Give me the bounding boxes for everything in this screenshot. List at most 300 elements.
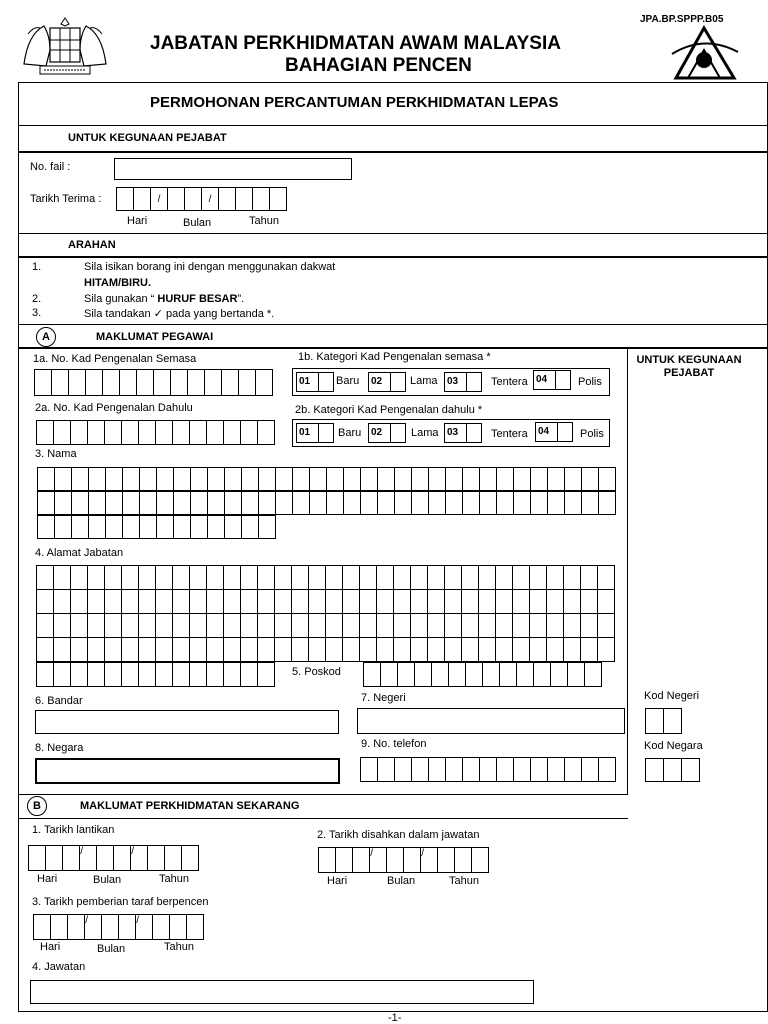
char-cell[interactable] xyxy=(478,637,496,662)
char-cell[interactable] xyxy=(28,845,46,871)
char-cell[interactable] xyxy=(343,467,361,491)
category-checkbox-polis[interactable] xyxy=(533,370,571,390)
char-cell[interactable] xyxy=(411,757,429,782)
char-cell[interactable] xyxy=(121,662,139,687)
char-cell[interactable] xyxy=(70,589,88,614)
char-cell[interactable] xyxy=(224,491,242,515)
char-cell[interactable] xyxy=(581,757,599,782)
char-cell[interactable] xyxy=(326,491,344,515)
category-checkbox-baru[interactable] xyxy=(296,372,334,392)
char-cell[interactable] xyxy=(376,589,394,614)
char-cell[interactable] xyxy=(258,515,276,539)
char-cell[interactable] xyxy=(513,467,531,491)
char-cell[interactable] xyxy=(51,369,69,396)
char-cell[interactable] xyxy=(291,589,309,614)
char-cell[interactable] xyxy=(36,565,54,590)
char-cell[interactable] xyxy=(512,589,530,614)
char-cell[interactable] xyxy=(121,420,139,445)
char-cell[interactable] xyxy=(342,613,360,638)
char-cell[interactable] xyxy=(70,662,88,687)
char-cell[interactable] xyxy=(478,589,496,614)
name-field-row[interactable] xyxy=(37,467,615,491)
char-cell[interactable] xyxy=(87,637,105,662)
char-cell[interactable] xyxy=(275,491,293,515)
char-cell[interactable] xyxy=(318,847,336,873)
char-cell[interactable] xyxy=(309,467,327,491)
char-cell[interactable] xyxy=(444,565,462,590)
char-cell[interactable] xyxy=(471,847,489,873)
char-cell[interactable] xyxy=(547,757,565,782)
char-cell[interactable] xyxy=(122,515,140,539)
char-cell[interactable] xyxy=(155,565,173,590)
char-cell[interactable] xyxy=(172,565,190,590)
char-cell[interactable] xyxy=(308,613,326,638)
char-cell[interactable] xyxy=(597,589,615,614)
char-cell[interactable] xyxy=(325,589,343,614)
char-cell[interactable] xyxy=(189,662,207,687)
char-cell[interactable] xyxy=(428,491,446,515)
char-cell[interactable] xyxy=(410,637,428,662)
char-cell[interactable] xyxy=(71,467,89,491)
char-cell[interactable] xyxy=(53,613,71,638)
char-cell[interactable] xyxy=(45,845,63,871)
ic-previous-field[interactable] xyxy=(36,420,274,445)
char-cell[interactable] xyxy=(85,369,103,396)
char-cell[interactable] xyxy=(291,613,309,638)
country-field[interactable] xyxy=(35,758,340,784)
char-cell[interactable] xyxy=(291,637,309,662)
char-cell[interactable] xyxy=(533,662,551,687)
char-cell[interactable] xyxy=(512,637,530,662)
char-cell[interactable] xyxy=(403,847,424,873)
char-cell[interactable] xyxy=(155,589,173,614)
char-cell[interactable] xyxy=(580,613,598,638)
char-cell[interactable] xyxy=(36,613,54,638)
char-cell[interactable] xyxy=(240,565,258,590)
char-cell[interactable] xyxy=(153,369,171,396)
char-cell[interactable] xyxy=(87,420,105,445)
char-cell[interactable] xyxy=(122,467,140,491)
char-cell[interactable] xyxy=(104,637,122,662)
date-cell[interactable] xyxy=(201,187,219,211)
char-cell[interactable] xyxy=(410,613,428,638)
char-cell[interactable] xyxy=(437,847,455,873)
char-cell[interactable] xyxy=(496,491,514,515)
char-cell[interactable] xyxy=(255,369,273,396)
char-cell[interactable] xyxy=(121,613,139,638)
char-cell[interactable] xyxy=(461,637,479,662)
char-cell[interactable] xyxy=(104,613,122,638)
char-cell[interactable] xyxy=(342,589,360,614)
char-cell[interactable] xyxy=(308,637,326,662)
file-number-field[interactable] xyxy=(114,158,352,180)
char-cell[interactable] xyxy=(71,515,89,539)
char-cell[interactable] xyxy=(597,637,615,662)
char-cell[interactable] xyxy=(386,847,404,873)
char-cell[interactable] xyxy=(173,467,191,491)
date-cell[interactable] xyxy=(218,187,236,211)
char-cell[interactable] xyxy=(156,467,174,491)
char-cell[interactable] xyxy=(70,420,88,445)
char-cell[interactable] xyxy=(70,613,88,638)
char-cell[interactable] xyxy=(529,637,547,662)
char-cell[interactable] xyxy=(241,491,259,515)
char-cell[interactable] xyxy=(598,467,616,491)
char-cell[interactable] xyxy=(206,565,224,590)
char-cell[interactable] xyxy=(309,491,327,515)
char-cell[interactable] xyxy=(104,565,122,590)
code-cell[interactable] xyxy=(663,708,682,734)
char-cell[interactable] xyxy=(274,613,292,638)
char-cell[interactable] xyxy=(359,589,377,614)
char-cell[interactable] xyxy=(104,589,122,614)
char-cell[interactable] xyxy=(121,637,139,662)
name-field-row[interactable] xyxy=(37,515,275,539)
char-cell[interactable] xyxy=(101,914,119,940)
confirmation-date-field[interactable] xyxy=(318,847,488,873)
char-cell[interactable] xyxy=(445,757,463,782)
char-cell[interactable] xyxy=(359,565,377,590)
char-cell[interactable] xyxy=(410,589,428,614)
char-cell[interactable] xyxy=(121,565,139,590)
char-cell[interactable] xyxy=(53,637,71,662)
char-cell[interactable] xyxy=(207,491,225,515)
char-cell[interactable] xyxy=(155,637,173,662)
char-cell[interactable] xyxy=(36,420,54,445)
char-cell[interactable] xyxy=(190,515,208,539)
char-cell[interactable] xyxy=(482,662,500,687)
char-cell[interactable] xyxy=(597,613,615,638)
category-checkbox-baru[interactable] xyxy=(296,423,334,443)
char-cell[interactable] xyxy=(223,565,241,590)
address-field-row[interactable] xyxy=(36,613,614,638)
char-cell[interactable] xyxy=(139,515,157,539)
char-cell[interactable] xyxy=(190,491,208,515)
address-field-row[interactable] xyxy=(36,589,614,614)
char-cell[interactable] xyxy=(172,662,190,687)
char-cell[interactable] xyxy=(50,914,68,940)
char-cell[interactable] xyxy=(36,589,54,614)
char-cell[interactable] xyxy=(461,613,479,638)
char-cell[interactable] xyxy=(139,467,157,491)
char-cell[interactable] xyxy=(138,637,156,662)
char-cell[interactable] xyxy=(223,662,241,687)
state-field[interactable] xyxy=(357,708,625,734)
pension-status-date-field[interactable] xyxy=(33,914,203,940)
char-cell[interactable] xyxy=(444,637,462,662)
char-cell[interactable] xyxy=(223,613,241,638)
char-cell[interactable] xyxy=(479,491,497,515)
char-cell[interactable] xyxy=(257,565,275,590)
char-cell[interactable] xyxy=(118,914,139,940)
char-cell[interactable] xyxy=(87,662,105,687)
char-cell[interactable] xyxy=(376,637,394,662)
char-cell[interactable] xyxy=(512,613,530,638)
char-cell[interactable] xyxy=(427,565,445,590)
char-cell[interactable] xyxy=(465,662,483,687)
char-cell[interactable] xyxy=(36,637,54,662)
char-cell[interactable] xyxy=(546,613,564,638)
char-cell[interactable] xyxy=(206,613,224,638)
char-cell[interactable] xyxy=(376,613,394,638)
char-cell[interactable] xyxy=(495,637,513,662)
char-cell[interactable] xyxy=(325,637,343,662)
char-cell[interactable] xyxy=(445,467,463,491)
char-cell[interactable] xyxy=(257,589,275,614)
char-cell[interactable] xyxy=(411,491,429,515)
char-cell[interactable] xyxy=(394,467,412,491)
category-checkbox-polis[interactable] xyxy=(535,422,573,442)
char-cell[interactable] xyxy=(88,515,106,539)
char-cell[interactable] xyxy=(495,613,513,638)
char-cell[interactable] xyxy=(190,467,208,491)
char-cell[interactable] xyxy=(326,467,344,491)
date-cell[interactable] xyxy=(252,187,270,211)
char-cell[interactable] xyxy=(393,613,411,638)
char-cell[interactable] xyxy=(87,613,105,638)
char-cell[interactable] xyxy=(376,565,394,590)
char-cell[interactable] xyxy=(207,515,225,539)
char-cell[interactable] xyxy=(88,491,106,515)
char-cell[interactable] xyxy=(206,589,224,614)
char-cell[interactable] xyxy=(240,420,258,445)
char-cell[interactable] xyxy=(54,467,72,491)
char-cell[interactable] xyxy=(414,662,432,687)
char-cell[interactable] xyxy=(308,565,326,590)
char-cell[interactable] xyxy=(580,589,598,614)
name-field-row[interactable] xyxy=(37,491,615,515)
char-cell[interactable] xyxy=(461,565,479,590)
char-cell[interactable] xyxy=(241,515,259,539)
char-cell[interactable] xyxy=(172,420,190,445)
char-cell[interactable] xyxy=(529,613,547,638)
char-cell[interactable] xyxy=(138,420,156,445)
char-cell[interactable] xyxy=(377,491,395,515)
char-cell[interactable] xyxy=(292,467,310,491)
char-cell[interactable] xyxy=(67,914,88,940)
char-cell[interactable] xyxy=(223,637,241,662)
char-cell[interactable] xyxy=(68,369,86,396)
date-cell[interactable] xyxy=(235,187,253,211)
char-cell[interactable] xyxy=(189,589,207,614)
char-cell[interactable] xyxy=(411,467,429,491)
char-cell[interactable] xyxy=(139,491,157,515)
char-cell[interactable] xyxy=(70,637,88,662)
char-cell[interactable] xyxy=(187,369,205,396)
char-cell[interactable] xyxy=(172,589,190,614)
appointment-date-field[interactable] xyxy=(28,845,198,871)
state-code-field[interactable] xyxy=(645,708,681,734)
country-code-field[interactable] xyxy=(645,758,699,782)
char-cell[interactable] xyxy=(223,589,241,614)
code-cell[interactable] xyxy=(681,758,700,782)
char-cell[interactable] xyxy=(479,467,497,491)
char-cell[interactable] xyxy=(598,757,616,782)
char-cell[interactable] xyxy=(122,491,140,515)
ic-current-field[interactable] xyxy=(34,369,272,396)
char-cell[interactable] xyxy=(152,914,170,940)
char-cell[interactable] xyxy=(397,662,415,687)
category-checkbox-tentera[interactable] xyxy=(444,372,482,392)
char-cell[interactable] xyxy=(335,847,353,873)
char-cell[interactable] xyxy=(206,637,224,662)
char-cell[interactable] xyxy=(547,491,565,515)
char-cell[interactable] xyxy=(530,467,548,491)
char-cell[interactable] xyxy=(462,467,480,491)
position-field[interactable] xyxy=(30,980,534,1004)
char-cell[interactable] xyxy=(53,565,71,590)
date-cell[interactable] xyxy=(133,187,151,211)
char-cell[interactable] xyxy=(580,637,598,662)
char-cell[interactable] xyxy=(584,662,602,687)
char-cell[interactable] xyxy=(342,637,360,662)
char-cell[interactable] xyxy=(258,491,276,515)
char-cell[interactable] xyxy=(37,467,55,491)
char-cell[interactable] xyxy=(189,420,207,445)
char-cell[interactable] xyxy=(136,369,154,396)
char-cell[interactable] xyxy=(325,565,343,590)
char-cell[interactable] xyxy=(444,589,462,614)
char-cell[interactable] xyxy=(513,491,531,515)
char-cell[interactable] xyxy=(360,757,378,782)
char-cell[interactable] xyxy=(105,515,123,539)
received-date-field[interactable] xyxy=(116,187,286,211)
char-cell[interactable] xyxy=(325,613,343,638)
char-cell[interactable] xyxy=(564,757,582,782)
char-cell[interactable] xyxy=(223,420,241,445)
char-cell[interactable] xyxy=(529,589,547,614)
char-cell[interactable] xyxy=(427,613,445,638)
char-cell[interactable] xyxy=(563,589,581,614)
char-cell[interactable] xyxy=(377,757,395,782)
char-cell[interactable] xyxy=(170,369,188,396)
char-cell[interactable] xyxy=(241,467,259,491)
char-cell[interactable] xyxy=(363,662,381,687)
char-cell[interactable] xyxy=(454,847,472,873)
char-cell[interactable] xyxy=(393,565,411,590)
char-cell[interactable] xyxy=(342,565,360,590)
char-cell[interactable] xyxy=(104,662,122,687)
char-cell[interactable] xyxy=(34,369,52,396)
char-cell[interactable] xyxy=(54,515,72,539)
address-field-row[interactable] xyxy=(36,565,614,590)
code-cell[interactable] xyxy=(645,758,664,782)
char-cell[interactable] xyxy=(173,491,191,515)
char-cell[interactable] xyxy=(53,589,71,614)
char-cell[interactable] xyxy=(581,467,599,491)
char-cell[interactable] xyxy=(224,467,242,491)
char-cell[interactable] xyxy=(71,491,89,515)
char-cell[interactable] xyxy=(274,589,292,614)
char-cell[interactable] xyxy=(156,491,174,515)
char-cell[interactable] xyxy=(53,420,71,445)
char-cell[interactable] xyxy=(448,662,466,687)
char-cell[interactable] xyxy=(546,589,564,614)
char-cell[interactable] xyxy=(172,613,190,638)
char-cell[interactable] xyxy=(377,467,395,491)
char-cell[interactable] xyxy=(478,565,496,590)
char-cell[interactable] xyxy=(155,613,173,638)
char-cell[interactable] xyxy=(88,467,106,491)
date-cell[interactable] xyxy=(269,187,287,211)
char-cell[interactable] xyxy=(462,757,480,782)
char-cell[interactable] xyxy=(206,662,224,687)
char-cell[interactable] xyxy=(393,589,411,614)
category-checkbox-lama[interactable] xyxy=(368,372,406,392)
char-cell[interactable] xyxy=(513,757,531,782)
char-cell[interactable] xyxy=(240,613,258,638)
char-cell[interactable] xyxy=(546,637,564,662)
date-cell[interactable] xyxy=(184,187,202,211)
char-cell[interactable] xyxy=(393,637,411,662)
char-cell[interactable] xyxy=(113,845,134,871)
char-cell[interactable] xyxy=(186,914,204,940)
char-cell[interactable] xyxy=(224,515,242,539)
char-cell[interactable] xyxy=(121,589,139,614)
char-cell[interactable] xyxy=(33,914,51,940)
char-cell[interactable] xyxy=(102,369,120,396)
char-cell[interactable] xyxy=(155,662,173,687)
address-field-row[interactable] xyxy=(36,662,274,687)
char-cell[interactable] xyxy=(499,662,517,687)
char-cell[interactable] xyxy=(428,467,446,491)
char-cell[interactable] xyxy=(181,845,199,871)
char-cell[interactable] xyxy=(119,369,137,396)
char-cell[interactable] xyxy=(258,467,276,491)
char-cell[interactable] xyxy=(156,515,174,539)
char-cell[interactable] xyxy=(359,637,377,662)
char-cell[interactable] xyxy=(37,491,55,515)
char-cell[interactable] xyxy=(274,637,292,662)
char-cell[interactable] xyxy=(308,589,326,614)
char-cell[interactable] xyxy=(410,565,428,590)
city-field[interactable] xyxy=(35,710,339,734)
char-cell[interactable] xyxy=(138,613,156,638)
char-cell[interactable] xyxy=(547,467,565,491)
char-cell[interactable] xyxy=(461,589,479,614)
char-cell[interactable] xyxy=(189,613,207,638)
char-cell[interactable] xyxy=(431,662,449,687)
char-cell[interactable] xyxy=(291,565,309,590)
category-checkbox-tentera[interactable] xyxy=(444,423,482,443)
char-cell[interactable] xyxy=(257,420,275,445)
char-cell[interactable] xyxy=(169,914,187,940)
char-cell[interactable] xyxy=(292,491,310,515)
char-cell[interactable] xyxy=(563,637,581,662)
date-cell[interactable] xyxy=(116,187,134,211)
char-cell[interactable] xyxy=(257,662,275,687)
char-cell[interactable] xyxy=(155,420,173,445)
char-cell[interactable] xyxy=(359,613,377,638)
char-cell[interactable] xyxy=(138,589,156,614)
code-cell[interactable] xyxy=(645,708,664,734)
char-cell[interactable] xyxy=(360,467,378,491)
char-cell[interactable] xyxy=(87,589,105,614)
char-cell[interactable] xyxy=(238,369,256,396)
char-cell[interactable] xyxy=(164,845,182,871)
char-cell[interactable] xyxy=(275,467,293,491)
char-cell[interactable] xyxy=(62,845,83,871)
postcode-field[interactable] xyxy=(363,662,601,687)
char-cell[interactable] xyxy=(563,565,581,590)
date-cell[interactable] xyxy=(167,187,185,211)
char-cell[interactable] xyxy=(257,637,275,662)
char-cell[interactable] xyxy=(96,845,114,871)
char-cell[interactable] xyxy=(240,637,258,662)
char-cell[interactable] xyxy=(87,565,105,590)
char-cell[interactable] xyxy=(221,369,239,396)
char-cell[interactable] xyxy=(204,369,222,396)
